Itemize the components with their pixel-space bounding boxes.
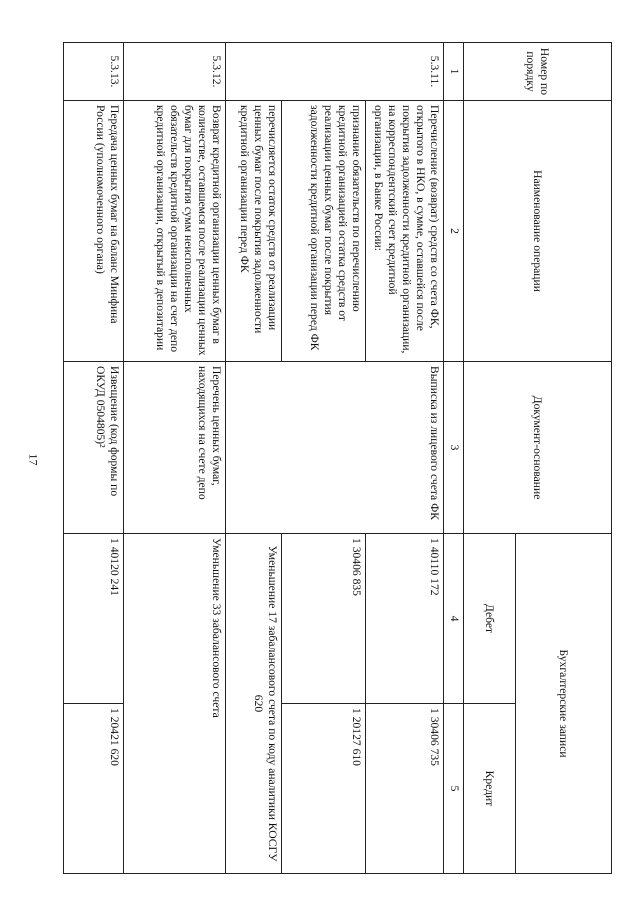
- document-basis: Извещение (код формы по ОКУД 0504805)²: [64, 362, 124, 534]
- row-no: 5.3.12.: [124, 43, 226, 101]
- colnum-5: 5: [444, 704, 464, 874]
- table-row: [124, 43, 226, 874]
- rotated-table-container: [64, 42, 612, 873]
- colnum-3: 3: [444, 362, 464, 534]
- header-operation-name: Наименование операции: [464, 101, 612, 362]
- document-basis: Перечень ценных бумаг, находящихся на счете депо: [124, 362, 226, 534]
- credit-value: 1 20127 610: [282, 704, 366, 874]
- document-basis: Выписка из лицевого счета ФК: [226, 362, 444, 534]
- table-row: [366, 43, 444, 874]
- header-no: Номер по порядку: [464, 43, 612, 101]
- entry-note: Уменьшение 17 забалансового счета по коду аналитики КОСГУ 620: [226, 534, 282, 874]
- header-document: Документ-основание: [464, 362, 612, 534]
- credit-value: 1 20421 620: [64, 704, 124, 874]
- operation-name: перечисляется остаток средств от реализации ценных бумаг после покрытия задолженности кредитной организации перед ФК: [226, 101, 282, 362]
- page-number: 17: [26, 453, 41, 466]
- operation-name: Перечисление (возврат) средств со счета ФК, открытого в НКО, в сумме, оставшейся после покрытия задолженности кредитной организации, на корреспондентский счет кредитной организации, в Банке России:: [366, 101, 444, 362]
- debit-value: 1 40120 241: [64, 534, 124, 704]
- row-no: 5.3.13.: [64, 43, 124, 101]
- header-debit: Дебет: [464, 534, 516, 704]
- debit-value: 1 40110 172: [366, 534, 444, 704]
- credit-value: 1 30406 735: [366, 704, 444, 874]
- debit-value: 1 30406 835: [282, 534, 366, 704]
- entry-note: Уменьшение 33 забалансового счета: [124, 534, 226, 874]
- operation-name: признание обязательств по перечислению кредитной организацией остатка средств от реализации ценных бумаг после покрытия задолженности кредитной организации перед ФК: [282, 101, 366, 362]
- colnum-2: 2: [444, 101, 464, 362]
- table-row: [64, 43, 124, 874]
- colnum-1: 1: [444, 43, 464, 101]
- header-credit: Кредит: [464, 704, 516, 874]
- row-no: 5.3.11.: [226, 43, 444, 101]
- operation-name: Возврат кредитной организации ценных бумаг в количестве, оставшемся после реализации ценных бумаг для покрытия сумм неисполненных обязательств кредитной организации на счет депо кредитной организации, открытый в депозитарии: [124, 101, 226, 362]
- operation-name: Передача ценных бумаг на баланс Минфина России (уполномоченного органа): [64, 101, 124, 362]
- accounting-entries-table: [63, 42, 612, 874]
- colnum-4: 4: [444, 534, 464, 704]
- header-accounting-entries: Бухгалтерские записи: [516, 534, 612, 874]
